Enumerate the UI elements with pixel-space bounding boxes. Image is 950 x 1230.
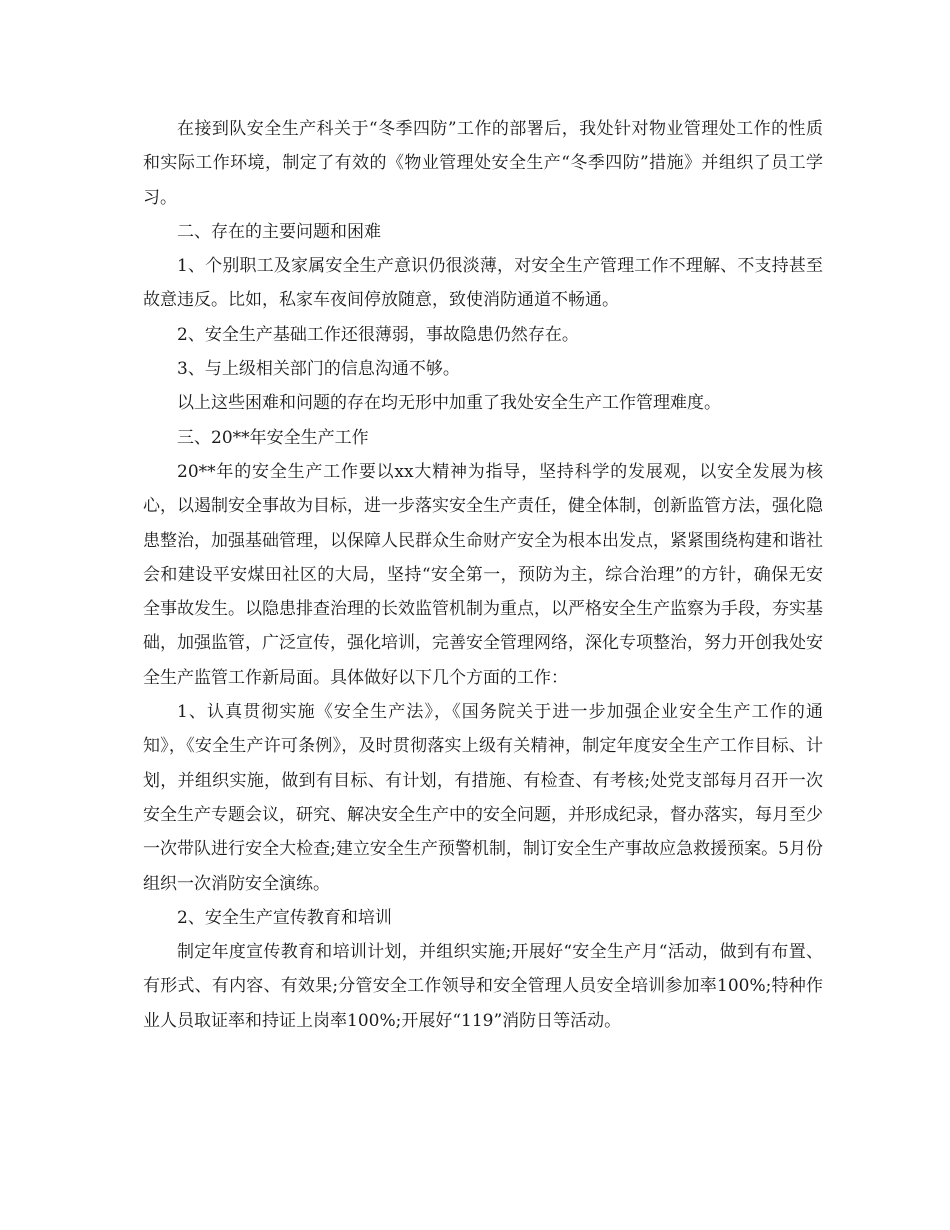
section-heading-problems: 二、存在的主要问题和困难 bbox=[177, 221, 381, 242]
paragraph-problem-2: 2、安全生产基础工作还很薄弱，事故隐患仍然存在。 bbox=[177, 324, 579, 345]
paragraph-work-overview: 20**年的安全生产工作要以xx大精神为指导，坚持科学的发展观，以安全发展为核心，以遏制安全事故为目标，进一步落实安全生产责任，健全体制，创新监管方法，强化隐患整治，加强基础管理，以保障人民群众生命财产安全为根本出发点，紧紧围绕构建和谐社会和建设平安煤田社区的大局，坚持“安全第一，预防为主，综合治理”的方针，确保无安全事故发生。以隐患排查治理的长效监管机制为重点，以严格安全生产监察为手段，夯实基础，加强监管，广泛宣传，强化培训，完善安全管理网络，深化专项整治，努力开创我处安全生产监管工作新局面。具体做好以下几个方面的工作： bbox=[143, 461, 823, 688]
paragraph-problem-summary: 以上这些困难和问题的存在均无形中加重了我处安全生产工作管理难度。 bbox=[177, 393, 721, 414]
paragraph-training: 制定年度宣传教育和培训计划，并组织实施;开展好“安全生产月“活动，做到有布置、有形式、有内容、有效果;分管安全工作领导和安全管理人员安全培训参加率100%;特种作业人员取证率和持证上岗率100%;开展好“119”消防日等活动。 bbox=[143, 942, 823, 1031]
paragraph-problem-1: 1、个别职工及家属安全生产意识仍很淡薄，对安全生产管理工作不理解、不支持甚至故意违反。比如，私家车夜间停放随意，致使消防通道不畅通。 bbox=[143, 256, 823, 311]
section-heading-work: 三、20**年安全生产工作 bbox=[177, 427, 369, 448]
document-body bbox=[143, 112, 823, 1038]
subheading-training: 2、安全生产宣传教育和培训 bbox=[177, 907, 392, 928]
paragraph-problem-3: 3、与上级相关部门的信息沟通不够。 bbox=[177, 359, 460, 380]
paragraph-work-item-1: 1、认真贯彻实施《安全生产法》，《国务院关于进一步加强企业安全生产工作的通知》，《安全生产许可条例》，及时贯彻落实上级有关精神，制定年度安全生产工作目标、计划，并组织实施，做到有目标、有计划，有措施、有检查、有考核;处党支部每月召开一次安全生产专题会议，研究、解决安全生产中的安全问题，并形成纪录，督办落实，每月至少一次带队进行安全大检查;建立安全生产预警机制，制订安全生产事故应急救援预案。5月份组织一次消防安全演练。 bbox=[143, 702, 823, 894]
paragraph-intro: 在接到队安全生产科关于“冬季四防”工作的部署后，我处针对物业管理处工作的性质和实际工作环境，制定了有效的《物业管理处安全生产“冬季四防”措施》并组织了员工学习。 bbox=[143, 119, 823, 208]
